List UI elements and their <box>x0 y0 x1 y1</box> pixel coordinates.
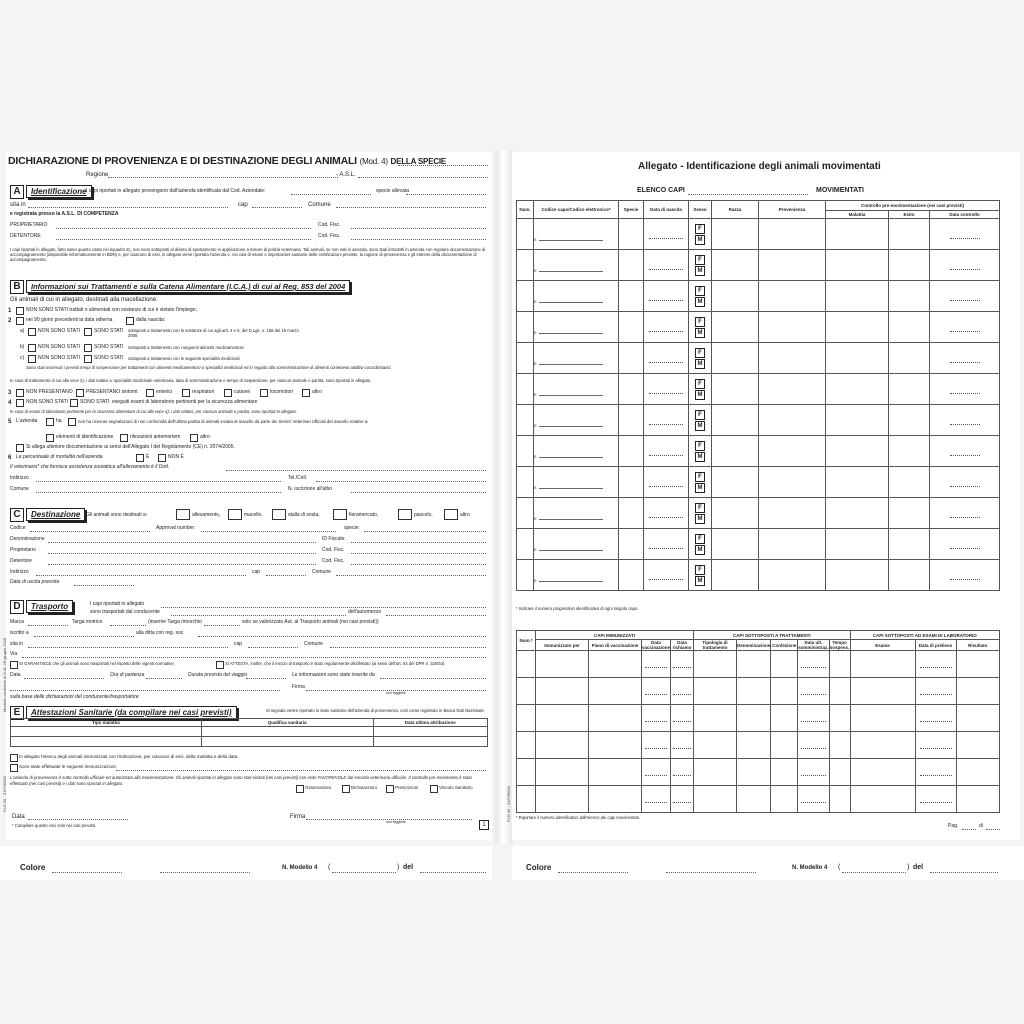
date-field[interactable] <box>920 769 952 776</box>
date-field[interactable] <box>801 715 825 722</box>
date-field[interactable] <box>920 715 952 722</box>
section-c-letter: C <box>10 508 24 522</box>
b2a-no-checkbox[interactable] <box>28 328 36 336</box>
sex-female-box[interactable]: F <box>695 534 705 544</box>
treatment-row <box>517 732 1000 759</box>
section-b-title: Informazioni sui Trattamenti e sulla Catena Alimentare (I.C.A.) di cui al Reg. 853 del 2004 <box>26 280 350 293</box>
form-title: DICHIARAZIONE DI PROVENIENZA E DI DESTINAZIONE DEGLI ANIMALI (Mod. 4) DELLA SPECIE <box>8 155 447 167</box>
modello-label-right: N. Modello 4 <box>792 865 828 871</box>
date-field[interactable] <box>673 688 691 695</box>
date-field[interactable] <box>801 688 825 695</box>
pag-label: Pag. <box>948 823 959 829</box>
page-number: 1 <box>479 820 489 830</box>
section-e-letter: E <box>10 706 24 720</box>
sex-male-box[interactable]: M <box>695 359 705 369</box>
di-label: di <box>979 823 983 829</box>
allegato-title: Allegato - Identificazione degli animali movimentati <box>638 161 881 172</box>
e-immunizzazioni-checkbox[interactable] <box>10 764 18 772</box>
animal-row <box>517 250 1000 281</box>
control-date-field[interactable] <box>950 261 980 270</box>
animals-table: Num. Codice capo/Codice elettronico* Specie Data di nascita Sesso Razza Provenienza Controllo pre-movimentazione (nei casi previsti) Malattia Esito Data controllo E F M E F M E F M E F M E F M E F M E F M E F M E F M E F M E F M E F M <box>516 200 1000 591</box>
regione-label: Regione <box>86 172 109 178</box>
c-allevamento-checkbox[interactable] <box>176 509 190 520</box>
b5-rilevazioni-checkbox[interactable] <box>120 434 128 442</box>
sex-female-box[interactable]: F <box>695 379 705 389</box>
date-field[interactable] <box>645 661 667 668</box>
birth-date-field[interactable] <box>649 323 683 332</box>
sex-female-box[interactable]: F <box>695 410 705 420</box>
b3-cutanei-checkbox[interactable] <box>224 389 232 397</box>
electronic-code-prefix: E <box>534 391 537 397</box>
sex-male-box[interactable]: M <box>695 266 705 276</box>
date-field[interactable] <box>645 688 667 695</box>
date-field[interactable] <box>645 796 667 803</box>
date-field[interactable] <box>920 796 952 803</box>
date-field[interactable] <box>801 796 825 803</box>
section-d-title: Trasporto <box>26 600 73 613</box>
b5-altro-checkbox[interactable] <box>190 434 198 442</box>
sex-male-box[interactable]: M <box>695 545 705 555</box>
b6-e-checkbox[interactable] <box>136 454 144 462</box>
treatment-row <box>517 678 1000 705</box>
modello-label: N. Modello 4 <box>282 865 318 871</box>
bottom-strip-left: Colore N. Modello 4 ( ) del <box>0 846 492 880</box>
d-garantisce-checkbox[interactable] <box>10 661 18 669</box>
birth-date-field[interactable] <box>649 385 683 394</box>
sex-female-box[interactable]: F <box>695 565 705 575</box>
electronic-code-prefix: E <box>534 267 537 273</box>
e-prescrizioni-checkbox[interactable] <box>386 785 394 793</box>
b3-enterici-checkbox[interactable] <box>146 389 154 397</box>
b6-ne-checkbox[interactable] <box>158 454 166 462</box>
sex-male-box[interactable]: M <box>695 235 705 245</box>
birth-date-field[interactable] <box>649 540 683 549</box>
b4-si-checkbox[interactable] <box>70 399 78 407</box>
electronic-code-prefix: E <box>534 515 537 521</box>
animal-row <box>517 343 1000 374</box>
c-stalla-checkbox[interactable] <box>272 509 286 520</box>
animal-row <box>517 312 1000 343</box>
birth-date-field[interactable] <box>649 571 683 580</box>
b3-locomotori-checkbox[interactable] <box>260 389 268 397</box>
side-code: FLO 3/I - 3167/6000 <box>2 776 7 812</box>
e-dichiarazioni-checkbox[interactable] <box>342 785 350 793</box>
date-field[interactable] <box>645 742 667 749</box>
treatments-table: Num.* CAPI IMMUNIZZATI CAPI SOTTOPOSTI A TRATTAMENTI CAPI SOTTOPOSTI AD ESAMI DI LABORATORIO Immunizzato per Piano di vaccinazione Data vaccinazione Data richiamo Tipologia di trattamento Denominazione Confezione Data ult. somministraz. Tempo sospens. Esame Data di prelievo Risultato <box>516 630 1000 813</box>
animal-row <box>517 436 1000 467</box>
right-page <box>506 152 1020 840</box>
b4-no-checkbox[interactable] <box>16 399 24 407</box>
movimentati-label: MOVIMENTATI <box>816 187 864 194</box>
d-attesta-checkbox[interactable] <box>216 661 224 669</box>
b5-nonha-checkbox[interactable] <box>68 418 76 426</box>
birth-date-field[interactable] <box>649 509 683 518</box>
control-date-field[interactable] <box>950 416 980 425</box>
e-osservazioni-checkbox[interactable] <box>296 785 304 793</box>
electronic-code-prefix: E <box>534 546 537 552</box>
sex-female-box[interactable]: F <box>695 255 705 265</box>
asl-label: - A.S.L. <box>336 172 356 178</box>
electronic-code-prefix: E <box>534 422 537 428</box>
control-date-field[interactable] <box>950 509 980 518</box>
animal-row <box>517 281 1000 312</box>
control-date-field[interactable] <box>950 571 980 580</box>
sex-female-box[interactable]: F <box>695 472 705 482</box>
b2-checkbox[interactable] <box>16 317 24 325</box>
c-altro-checkbox[interactable] <box>444 509 458 520</box>
section-a-note: I capi riportati in allegato, fatto salvo quanto citato nei riquadro E), non sono sottoposti al divieto di spostamento in applicazione a misure di polizia veterinaria. Tali animali, se non nati in azienda, sono stati introdotti in azienda con regolare documentazione di accompagnamento (disponibile informaticamente in BDN) e, per ciascuno di essi, in allegato viene riportata l'azienda e, nei casi di esami o importazioni sanitarie delle certificazioni previste, la ragione di provenienza e gli estremi della documentazione di accompagnamento. <box>10 247 486 262</box>
c-pascolo-checkbox[interactable] <box>398 509 412 520</box>
sex-female-box[interactable]: F <box>695 503 705 513</box>
birth-date-field[interactable] <box>649 478 683 487</box>
page-fold <box>495 150 513 844</box>
colore-label: Colore <box>20 863 46 872</box>
animal-row <box>517 219 1000 250</box>
b2a-si-checkbox[interactable] <box>84 328 92 336</box>
sex-female-box[interactable]: F <box>695 317 705 327</box>
date-field[interactable] <box>920 688 952 695</box>
animal-row <box>517 498 1000 529</box>
birth-date-field[interactable] <box>649 447 683 456</box>
animal-row <box>517 529 1000 560</box>
sex-male-box[interactable]: M <box>695 452 705 462</box>
c-fiera-checkbox[interactable] <box>333 509 347 520</box>
electronic-code-prefix: E <box>534 577 537 583</box>
section-b-letter: B <box>10 280 24 294</box>
control-date-field[interactable] <box>950 292 980 301</box>
date-field[interactable] <box>920 742 952 749</box>
birth-date-field[interactable] <box>649 416 683 425</box>
sex-male-box[interactable]: M <box>695 297 705 307</box>
electronic-code-prefix: E <box>534 298 537 304</box>
treatment-row <box>517 759 1000 786</box>
control-date-field[interactable] <box>950 478 980 487</box>
electronic-code-prefix: E <box>534 484 537 490</box>
b1-checkbox[interactable] <box>16 307 24 315</box>
birth-date-field[interactable] <box>649 292 683 301</box>
date-field[interactable] <box>645 769 667 776</box>
sex-female-box[interactable]: F <box>695 224 705 234</box>
electronic-code-prefix: E <box>534 329 537 335</box>
sex-female-box[interactable]: F <box>695 441 705 451</box>
birth-date-field[interactable] <box>649 261 683 270</box>
treatments-footnote: * Riportare il numero identificativo dall'elenco dei capi movimentati. <box>516 815 640 820</box>
sex-female-box[interactable]: F <box>695 348 705 358</box>
firma-label: Firma <box>290 814 306 820</box>
b2c-si-checkbox[interactable] <box>84 355 92 363</box>
bottom-strip-right: Colore N. Modello 4 ( ) del <box>512 846 1024 880</box>
sex-male-box[interactable]: M <box>695 514 705 524</box>
b3-no-checkbox[interactable] <box>16 389 24 397</box>
birth-date-field[interactable] <box>649 354 683 363</box>
date-field[interactable] <box>920 661 952 668</box>
colore-label-right: Colore <box>526 863 552 872</box>
side-model-note: Modello conforme al D.M. 28 giugno 2016 <box>2 637 7 712</box>
control-date-field[interactable] <box>950 540 980 549</box>
left-page: DICHIARAZIONE DI PROVENIENZA E DI DESTINAZIONE DEGLI ANIMALI (Mod. 4) DELLA SPECIE Regione - A.S.L. A Identificazione I capi riportati in allegato provengono dall'azienda identificata dal Cod. Aziendale: specie allevata sita in cap Comune e registrata presso la A.S.L. DI COMPETENZA PROPRIETARIO Cod. Fisc. DETENTORE Cod. Fisc. I capi riportati in allegato, fatto salvo quanto citato nei riquadro E), non sono sottoposti al divieto di spostamento in applicazione a misure di polizia veterinaria. Tali animali, se non nati in azienda, sono stati introdotti in azienda con regolare documentazione di accompagnamento (disponibile informaticamente in BDN) e, per ciascuno di essi, in allegato viene riportata l'azienda e, nei casi di esami o importazioni sanitarie delle certificazioni previste, la ragione di provenienza e gli estremi della documentazione di accompagnamento. B Informazioni sui Trattamenti e sulla Catena Alimentare (I.C.A.) di cui al Reg. 853 del 2004 Gli animali di cui in allegato, destinati alla macellazione: 1 NON SONO STATI trattati o alimentati con sostanze di cui è vietato l'impiego; 2 nei 90 giorni precedenti la data odierna dalla nascita: a) NON SONO STATI SONO STATI sottoposti a trattamento con le sostanze di cui agli artt. 4 e 5, del D.Lgs. n. 158 del 16 marzo 2006 b) NON SONO STATI SONO STATI sottoposti a trattamento con i seguenti alimenti medicamentosi c) NON SONO STATI SONO STATI sottoposti a trattamento con le seguenti specialità medicinali Sono stati osservati i previsti tempi di sospensione per trattamenti con alimenti medicamentosi o specialità medicinali ed in seguito alla somministrazione di alimenti contenenti additivi coccidiostatici. In caso di trattamento di cui alla voce 2), i dati relativi a: specialità medicinale veterinaria, data di somministrazione e tempo di sospensione, per ciascun animale o partita, sono riportati in allegato. 3 NON PRESENTANO PRESENTANO sintomi: enterici respiratori cutanei locomotori altro 4 NON SONO STATI SONO STATI eseguiti esami di laboratorio pertinenti per la sicurezza alimentare In caso di esami di laboratorio pertinenti per la sicurezza alimentare di cui alla voce 4), i dati relativi, per ciascun animale o partita, sono riportati in allegato. 5 L'azienda ha non ha ricevuto segnalazioni di non conformità dell'ultima partita di animali inviata al macello da parte dei Servizi Veterinari Ufficiali del macello relative a: elementi di identificazione rilevazioni antemortem altro Si allega ulteriore documentazione ai sensi dell'Allegato I del Regolamento (CE) n. 2074/2005. 6 La percentuale di mortalità nell'azienda È NON È Il veterinario* che fornisce assistenza zooiatrica all'allevamento è il Dott. Indirizzo Tel./Cell. Comune N. iscrizione all'albo C Destinazione Gli animali sono destinati a: allevamento, macello, stalla di sosta, fieramercato, pascolo, altro Codice Approval number: specie: Denominazione ID Fiscale: Proprietario Cod. Fisc. Detentore Cod. Fisc. Indirizzo cap Comune Data di uscita prevista D Trasporto I capi riportati in allegato sono trasportati dal conducente dell'automezzo Marca Targa motrice (inserire Targa rimorchio solo se valorizzato Aut. al Trasporto animali (nei casi previsti)) iscritto a alla ditta con reg. soc. sita in cap Comune Via SI GARANTISCE che gli animali sono trasportati nel rispetto delle vigenti normative; SI ATTESTA, inoltre, che il mezzo di trasporto è stato regolarmente disinfettato (ai sensi dell'art. 64 del DPR n. 320/54) Data Ora di partenza Durata prevista del viaggio Le informazioni sono state inserite da Firma non leggibile sulla base delle dichiarazioni del conducente/trasportatore E Attestazioni Sanitarie (da compilare nei casi previsti) Si segnala venire riportato lo stato sanitario dell'azienda di provenienza, così come registrato in Banca Dati Nazionale. Tipo malattia Qualifica sanitaria Data ultima attribuzione In allegato l'elenco degli animali immunizzati con l'indicazione, per ciascuno di essi, della malattia e della data. Sono state effettuate le seguenti immunizzazioni: L'azienda di provenienza è sotto controllo ufficiale ed autorizzata alla movimentazione. Gli animali riportati in allegato sono stati visitati (nei casi previsti) con esito FAVOREVOLE dal servizio veterinario ufficiale. Il controllo pre-movimento è stato effettuato (nei casi previsti) e i dati sono riportati in allegato. Osservazioni Dichiarazioni Prescrizioni Vincolo Sanitario Data * Compilare questo voci solo nei casi previsti. Firma non leggibile 1 Modello conforme al D.M. 28 giugno 2016 FLO 3/I - 3167/6000 <box>6 152 492 840</box>
date-field[interactable] <box>673 769 691 776</box>
treatment-row <box>517 786 1000 813</box>
b2-nascita-checkbox[interactable] <box>126 317 134 325</box>
date-field[interactable] <box>801 769 825 776</box>
side-code-right: FLO 3/I - 3167/6000 <box>506 786 511 822</box>
section-c-title: Destinazione <box>26 508 85 521</box>
animal-row <box>517 467 1000 498</box>
e-allegato-checkbox[interactable] <box>10 754 18 762</box>
electronic-code-prefix: E <box>534 453 537 459</box>
sex-male-box[interactable]: M <box>695 483 705 493</box>
date-field[interactable] <box>673 796 691 803</box>
section-e-title: Attestazioni Sanitarie (da compilare nei casi previsti) <box>26 706 237 719</box>
e-vincolo-checkbox[interactable] <box>430 785 438 793</box>
treatment-row <box>517 705 1000 732</box>
b2b-si-checkbox[interactable] <box>84 344 92 352</box>
animal-row <box>517 374 1000 405</box>
control-date-field[interactable] <box>950 323 980 332</box>
date-field[interactable] <box>673 742 691 749</box>
sex-female-box[interactable]: F <box>695 286 705 296</box>
sex-male-box[interactable]: M <box>695 328 705 338</box>
b3-si-checkbox[interactable] <box>76 389 84 397</box>
attestazioni-table: Tipo malattia Qualifica sanitaria Data ultima attribuzione <box>10 718 488 747</box>
b5-allega-checkbox[interactable] <box>16 444 24 452</box>
control-date-field[interactable] <box>950 230 980 239</box>
section-d-letter: D <box>10 600 24 614</box>
animal-row <box>517 560 1000 591</box>
sex-male-box[interactable]: M <box>695 421 705 431</box>
date-field[interactable] <box>673 715 691 722</box>
date-field[interactable] <box>801 661 825 668</box>
animals-footnote: * Indicare il numero progressivo identificativo di ogni singolo capo. <box>516 606 639 611</box>
electronic-code-prefix: E <box>534 236 537 242</box>
sex-male-box[interactable]: M <box>695 576 705 586</box>
date-field[interactable] <box>645 715 667 722</box>
control-date-field[interactable] <box>950 447 980 456</box>
section-a-title: Identificazione <box>26 185 92 198</box>
data-label: Data <box>12 814 25 820</box>
section-a-letter: A <box>10 185 24 199</box>
electronic-code-prefix: E <box>534 360 537 366</box>
control-date-field[interactable] <box>950 385 980 394</box>
b2c-no-checkbox[interactable] <box>28 355 36 363</box>
b2b-no-checkbox[interactable] <box>28 344 36 352</box>
elenco-label: ELENCO CAPI <box>637 187 685 194</box>
treatment-row <box>517 651 1000 678</box>
date-field[interactable] <box>801 742 825 749</box>
b5-elementi-checkbox[interactable] <box>46 434 54 442</box>
b3-altro-checkbox[interactable] <box>302 389 310 397</box>
control-date-field[interactable] <box>950 354 980 363</box>
b5-ha-checkbox[interactable] <box>46 418 54 426</box>
animal-row <box>517 405 1000 436</box>
date-field[interactable] <box>673 661 691 668</box>
sex-male-box[interactable]: M <box>695 390 705 400</box>
c-macello-checkbox[interactable] <box>228 509 242 520</box>
birth-date-field[interactable] <box>649 230 683 239</box>
b3-respiratori-checkbox[interactable] <box>182 389 190 397</box>
